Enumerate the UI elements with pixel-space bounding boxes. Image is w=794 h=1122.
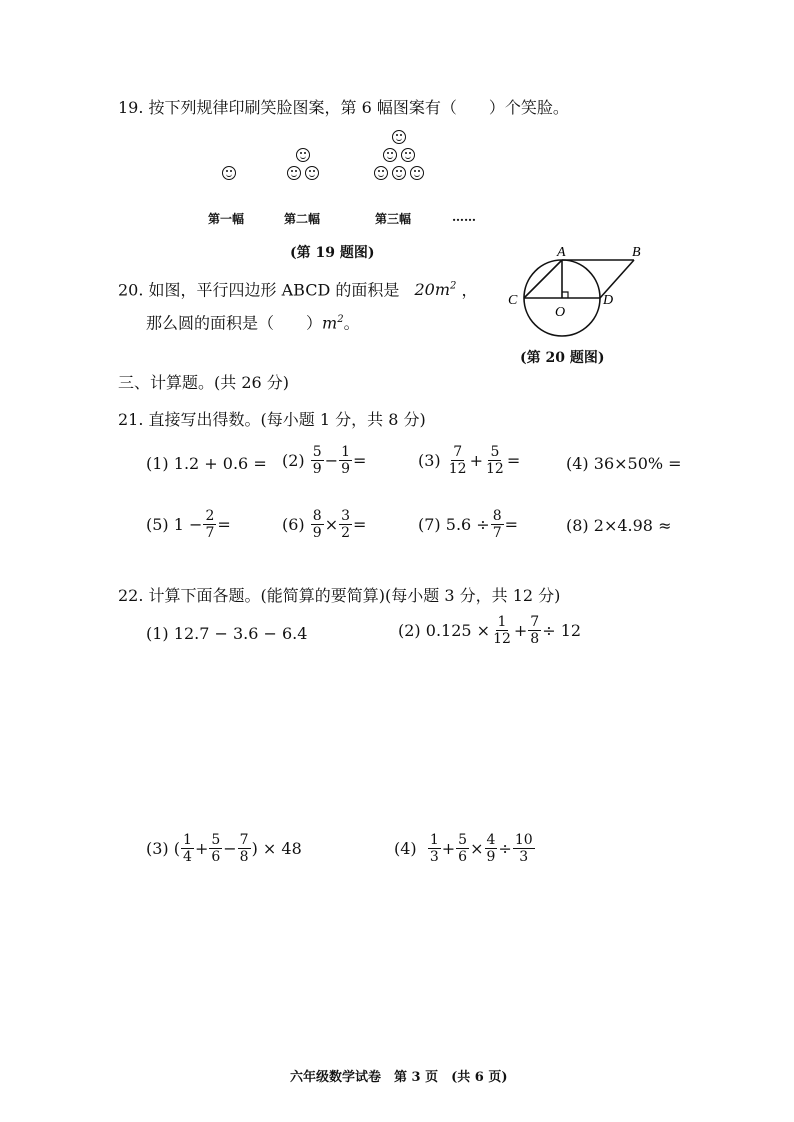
fraction: 7 12 [448,444,467,477]
q20-point-c: C [508,293,518,308]
q20-geometry-figure [500,240,660,350]
q20-line2-suffix: 。 [343,313,360,333]
q22-item-4: (4) 1 3 + $\frac{5}{6}$ × $\frac{4}{9}$ ÷ $\frac{10}{3}$ [394,832,533,865]
fraction: $\frac{1}{12}$ [493,614,511,647]
q21-item-8: (8) 2×4.98 ≈ [566,516,672,535]
q22-item-1: (1) 12.7 − 3.6 − 6.4 [146,624,308,643]
fraction: $\frac{7}{8}$ [530,614,540,647]
q21-item-4: (4) 36×50% = [566,454,682,473]
fraction: $\frac{4}{9}$ [486,832,496,865]
q21-item-3: (3) 7 12 + $\frac{5}{12}$ = [418,444,521,477]
smiley-face-icon [222,166,236,180]
q19-caption: (第 19 题图) [290,245,375,261]
smiley-face-icon [392,166,406,180]
fraction: 5 9 [312,444,322,477]
page-footer: 六年级数学试卷 第 3 页 (共 6 页) [290,1070,508,1085]
q20-area-exp: 2 [450,281,457,292]
fraction: $\frac{3}{2}$ [341,508,351,541]
q20-line1 [118,277,478,300]
fraction: $\frac{5}{12}$ [486,444,504,477]
q19-text: 19. 按下列规律印刷笑脸图案，第 6 幅图案有（ ）个笑脸。 [118,98,569,117]
smiley-face-icon [401,148,415,162]
fraction: 1 4 [183,832,192,865]
fraction: $\frac{2}{7}$ [205,508,215,541]
smiley-face-icon [287,166,301,180]
q20-line1-prefix: 20. 如图，平行四边形 ABCD 的面积是 [118,280,400,300]
q21-title: 21. 直接写出得数。(每小题 1 分，共 8 分) [118,410,426,429]
smiley-face-icon [305,166,319,180]
q20-point-a: A [557,245,566,260]
q20-line2 [146,310,360,333]
section3-title: 三、计算题。(共 26 分) [118,373,290,392]
fraction: $\frac{7}{8}$ [239,832,249,865]
smiley-face-icon [392,130,406,144]
q19-label-ellipsis: …… [452,210,476,224]
smiley-face-icon [383,148,397,162]
q20-line1-suffix: ， [461,280,478,300]
q20-area-unit: m [434,280,451,300]
fraction: $\frac{5}{6}$ [458,832,468,865]
q20-line2-unit: m [322,313,338,333]
q22-item-2: (2) 0.125 × $\frac{1}{12}$ + $\frac{7}{8}$ ÷ 12 [398,614,582,647]
q20-caption: (第 20 题图) [520,350,605,366]
q21-item-2: (2) 5 9 − $\frac{1}{9}$ = [282,444,367,477]
q20-line2-exp: 2 [337,314,344,325]
smiley-face-icon [410,166,424,180]
q21-item-6: (6) $\frac{8}{9}$ × $\frac{3}{2}$ = [282,508,367,541]
fraction: $\frac{5}{6}$ [211,832,221,865]
fraction: 1 3 [429,832,439,865]
smiley-face-icon [374,166,388,180]
q20-point-d: D [603,293,614,308]
q19-label-3: 第三幅 [375,212,412,226]
q20-point-b: B [632,245,641,260]
fraction: $\frac{8}{7}$ [492,508,502,541]
q21-item-7: (7) 5.6 ÷ $\frac{8}{7}$ = [418,508,519,541]
smiley-face-icon [296,148,310,162]
q21-item-5: (5) 1 − $\frac{2}{7}$ = [146,508,231,541]
q20-right-angle-mark [562,292,568,298]
q21-item-1: (1) 1.2 + 0.6 = [146,454,267,473]
fraction: $\frac{10}{3}$ [514,832,533,865]
q19-label-1: 第一幅 [208,212,245,226]
q20-point-o: O [555,305,566,320]
fraction: $\frac{8}{9}$ [312,508,322,541]
q20-line2-prefix: 那么圆的面积是（ ） [146,313,323,333]
q22-item-3: (3) ( 1 4 + $\frac{5}{6}$ − $\frac{7}{8}$ ) × 48 [146,832,302,865]
q22-title: 22. 计算下面各题。(能简算的要简算)(每小题 3 分，共 12 分) [118,586,561,605]
fraction: $\frac{1}{9}$ [341,444,351,477]
q20-area-value: 20 [414,280,435,300]
q19-label-2: 第二幅 [284,212,321,226]
q19-smiley-figures [200,130,460,190]
